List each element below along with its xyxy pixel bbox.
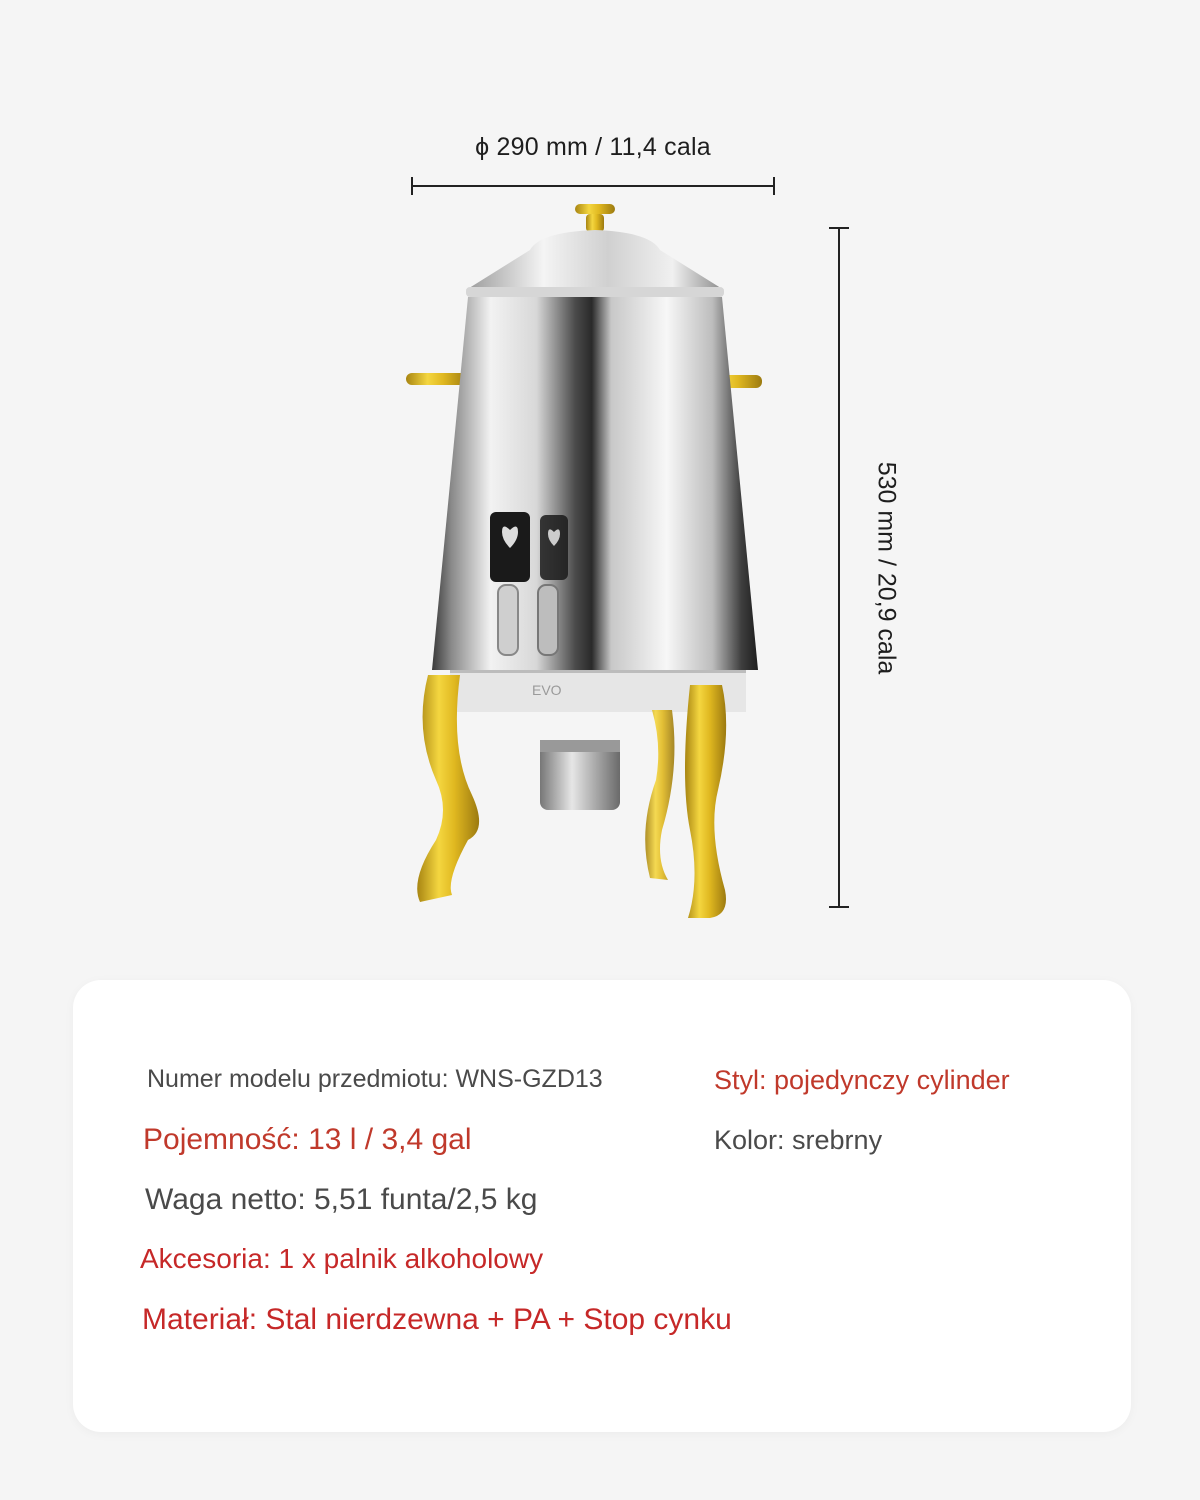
spec-material: Materiał: Stal nierdzewna + PA + Stop cynku xyxy=(142,1303,732,1336)
height-label: 530 mm / 20,9 cala xyxy=(872,461,901,675)
lid xyxy=(466,230,724,290)
spec-accessories: Akcesoria: 1 x palnik alkoholowy xyxy=(140,1243,544,1274)
product-image xyxy=(380,190,800,930)
brand-mark: EVO xyxy=(532,682,562,698)
spec-model: Numer modelu przedmiotu: WNS-GZD13 xyxy=(147,1065,603,1093)
height-cap-top xyxy=(829,227,849,229)
handle-left xyxy=(406,373,468,385)
height-cap-bottom xyxy=(829,906,849,908)
lid-knob xyxy=(575,204,615,214)
spec-capacity: Pojemność: 13 l / 3,4 gal xyxy=(143,1123,472,1156)
dispenser-body xyxy=(432,297,758,670)
height-line xyxy=(838,228,840,908)
spec-style: Styl: pojedynczy cylinder xyxy=(714,1065,1010,1095)
diameter-line xyxy=(412,185,774,187)
diameter-label: ϕ 290 mm / 11,4 cala xyxy=(475,133,711,161)
leg-right xyxy=(685,685,726,918)
spec-color: Kolor: srebrny xyxy=(714,1125,883,1155)
spec-weight: Waga netto: 5,51 funta/2,5 kg xyxy=(145,1183,538,1216)
spec-card xyxy=(73,980,1131,1432)
